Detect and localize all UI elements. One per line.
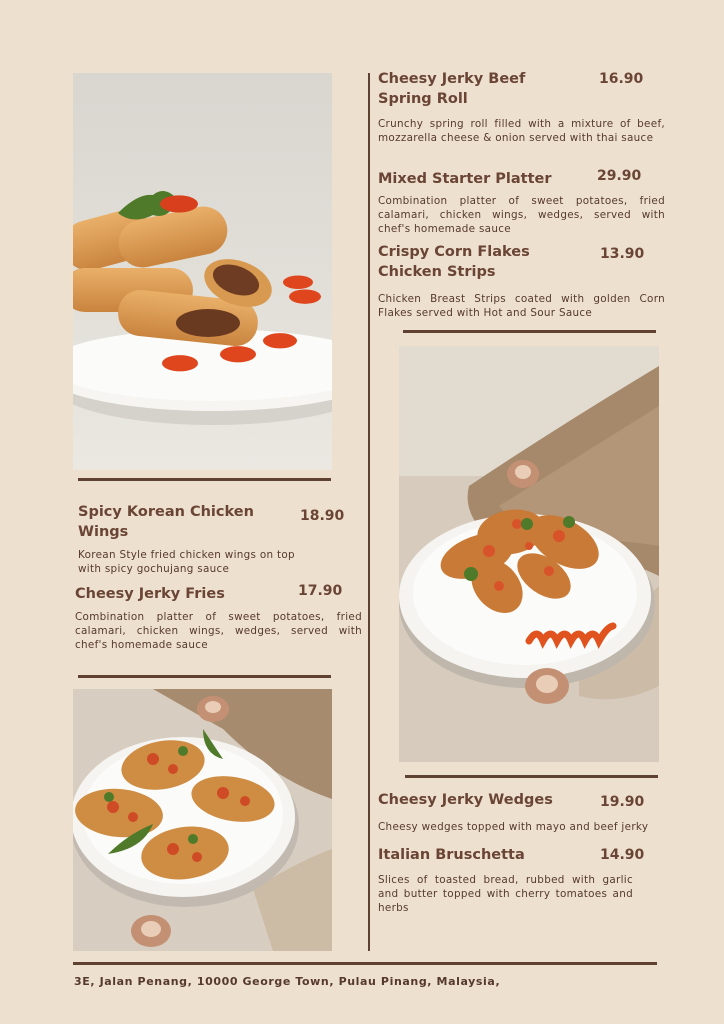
chicken-strips-photo	[399, 346, 659, 762]
item-description: Korean Style fried chicken wings on top with spicy gochujang sauce	[78, 549, 295, 575]
divider-rule-3	[403, 330, 656, 333]
spring-roll-photo	[73, 73, 332, 470]
item-price: 29.90	[597, 168, 642, 184]
item-description: Combination platter of sweet potatoes, fried calamari, chicken wings, wedges, served with chef's homemade sauce	[75, 611, 362, 651]
footer-address: 3E, Jalan Penang, 10000 George Town, Pulau Pinang, Malaysia,	[74, 975, 501, 988]
item-description: Chicken Breast Strips coated with golden Corn Flakes served with Hot and Sour Sauce	[378, 293, 665, 319]
item-description: Slices of toasted bread, rubbed with garlic and butter topped with cherry tomatoes and herbs	[378, 874, 633, 914]
divider-rule-1	[78, 478, 331, 481]
item-description: Cheesy wedges topped with mayo and beef jerky	[378, 821, 649, 833]
item-name: Cheesy Jerky Wedges	[378, 792, 553, 808]
item-name: Cheesy Jerky Beef Spring Roll	[378, 71, 526, 107]
item-price: 13.90	[600, 246, 645, 262]
item-name: Crispy Corn Flakes Chicken Strips	[378, 244, 530, 280]
item-price: 14.90	[600, 847, 645, 863]
bruschetta-photo	[73, 689, 332, 951]
item-name: Italian Bruschetta	[378, 847, 525, 863]
footer-rule	[73, 962, 657, 965]
item-price: 19.90	[600, 794, 645, 810]
divider-rule-4	[405, 775, 658, 778]
vertical-divider	[368, 73, 370, 951]
item-price: 17.90	[298, 583, 343, 599]
item-price: 16.90	[599, 71, 644, 87]
item-name: Spicy Korean Chicken Wings	[78, 504, 254, 540]
divider-rule-2	[78, 675, 331, 678]
item-name: Cheesy Jerky Fries	[75, 586, 225, 602]
item-description: Combination platter of sweet potatoes, fried calamari, chicken wings, wedges, served with chef's homemade sauce	[378, 195, 665, 235]
item-description: Crunchy spring roll filled with a mixture of beef, mozzarella cheese & onion served with thai sauce	[378, 118, 665, 144]
item-price: 18.90	[300, 508, 345, 524]
item-name: Mixed Starter Platter	[378, 171, 552, 187]
